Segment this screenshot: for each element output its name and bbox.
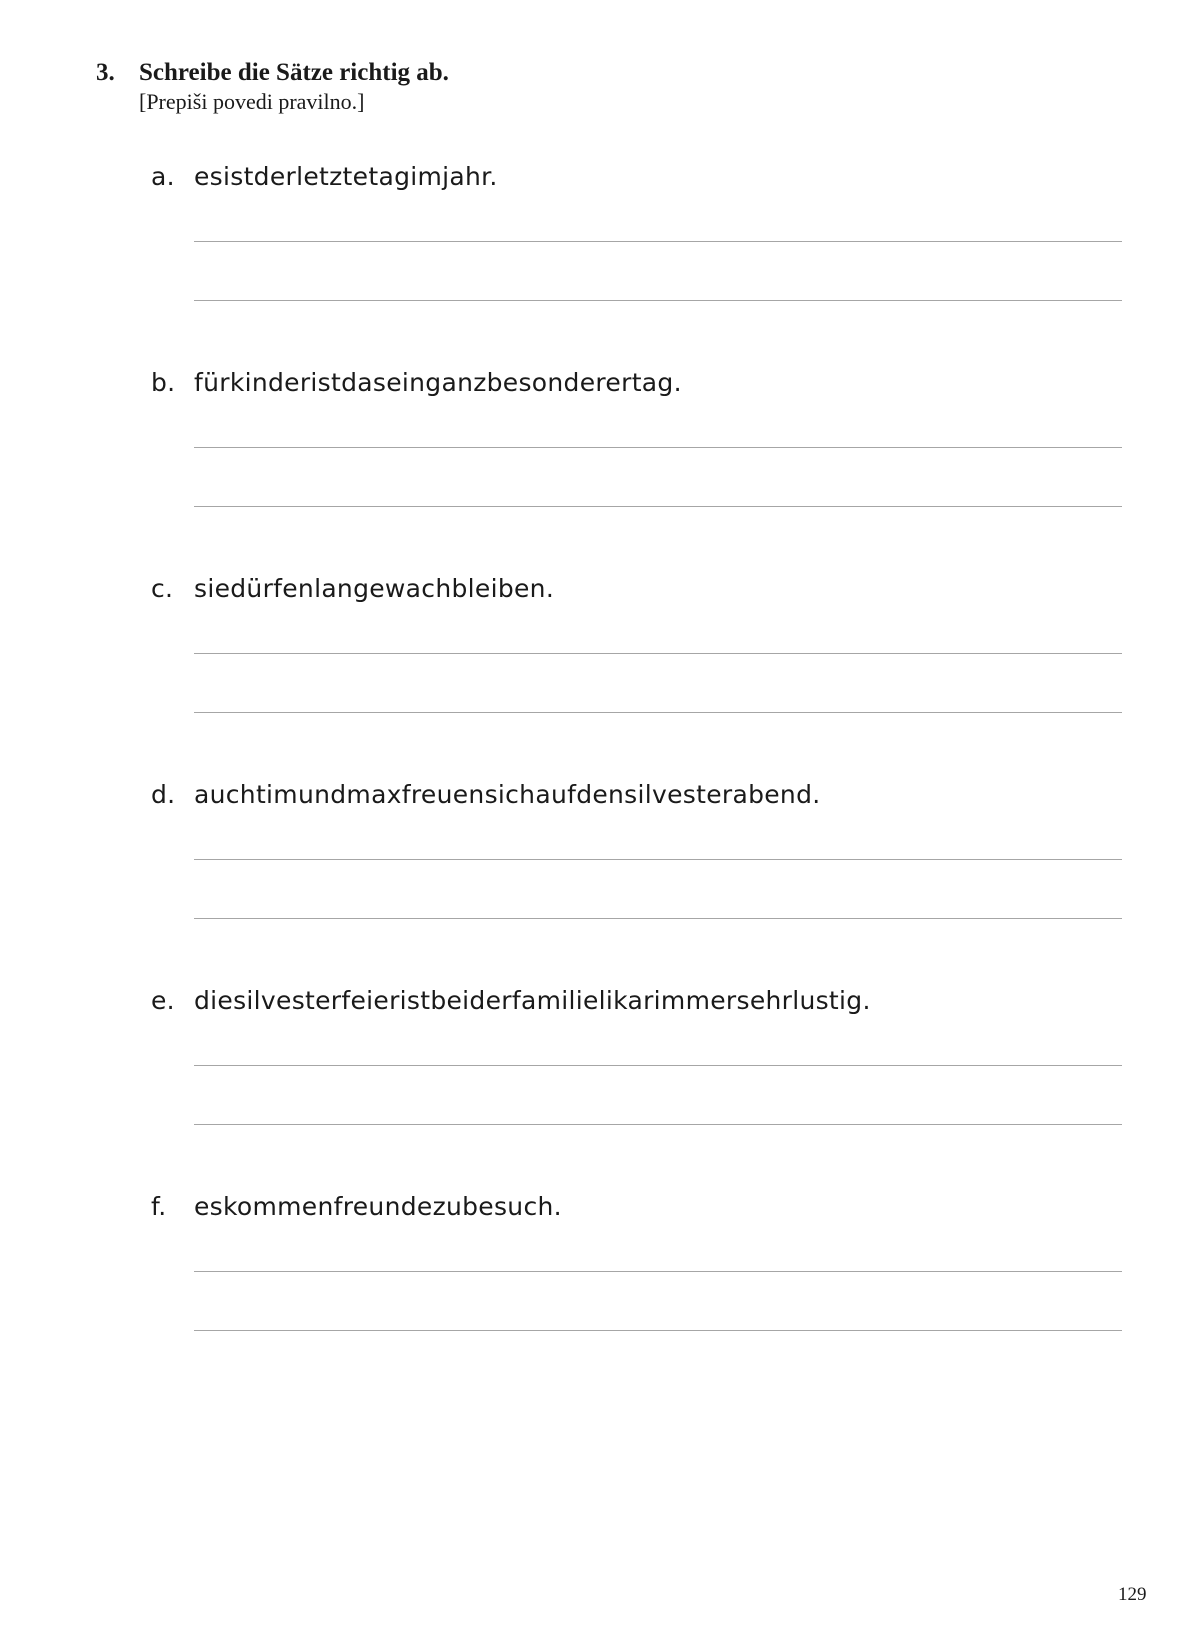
- answer-line[interactable]: [194, 1124, 1122, 1125]
- answer-line[interactable]: [194, 918, 1122, 919]
- answer-line[interactable]: [194, 447, 1122, 448]
- exercise-item-f: [0, 1192, 1203, 1382]
- item-sentence: esistderletztetagimjahr.: [194, 162, 498, 191]
- task-subtitle: [Prepiši povedi pravilno.]: [139, 89, 365, 114]
- item-sentence: eskommenfreundezubesuch.: [194, 1192, 562, 1221]
- answer-line[interactable]: [194, 712, 1122, 713]
- item-sentence: diesilvesterfeieristbeiderfamilielikarimmersehrlustig.: [194, 986, 871, 1015]
- item-letter: b.: [151, 368, 176, 397]
- item-letter: f.: [151, 1192, 167, 1221]
- item-letter: d.: [151, 780, 176, 809]
- answer-line[interactable]: [194, 241, 1122, 242]
- item-sentence: auchtimundmaxfreuensichaufdensilvesterabend.: [194, 780, 821, 809]
- answer-line[interactable]: [194, 1330, 1122, 1331]
- item-letter: e.: [151, 986, 175, 1015]
- answer-line[interactable]: [194, 653, 1122, 654]
- answer-line[interactable]: [194, 506, 1122, 507]
- item-letter: a.: [151, 162, 175, 191]
- exercise-item-e: [0, 986, 1203, 1176]
- exercise-item-b: [0, 368, 1203, 558]
- item-letter: c.: [151, 574, 174, 603]
- exercise-item-d: [0, 780, 1203, 970]
- answer-line[interactable]: [194, 300, 1122, 301]
- exercise-item-c: [0, 574, 1203, 764]
- answer-line[interactable]: [194, 1065, 1122, 1066]
- item-sentence: fürkinderistdaseinganzbesonderertag.: [194, 368, 682, 397]
- task-title: Schreibe die Sätze richtig ab.: [139, 59, 449, 86]
- exercise-item-a: [0, 162, 1203, 352]
- page-number: 129: [1118, 1584, 1147, 1605]
- answer-line[interactable]: [194, 859, 1122, 860]
- answer-line[interactable]: [194, 1271, 1122, 1272]
- item-sentence: siedürfenlangewachbleiben.: [194, 574, 555, 603]
- task-number: 3.: [96, 59, 115, 86]
